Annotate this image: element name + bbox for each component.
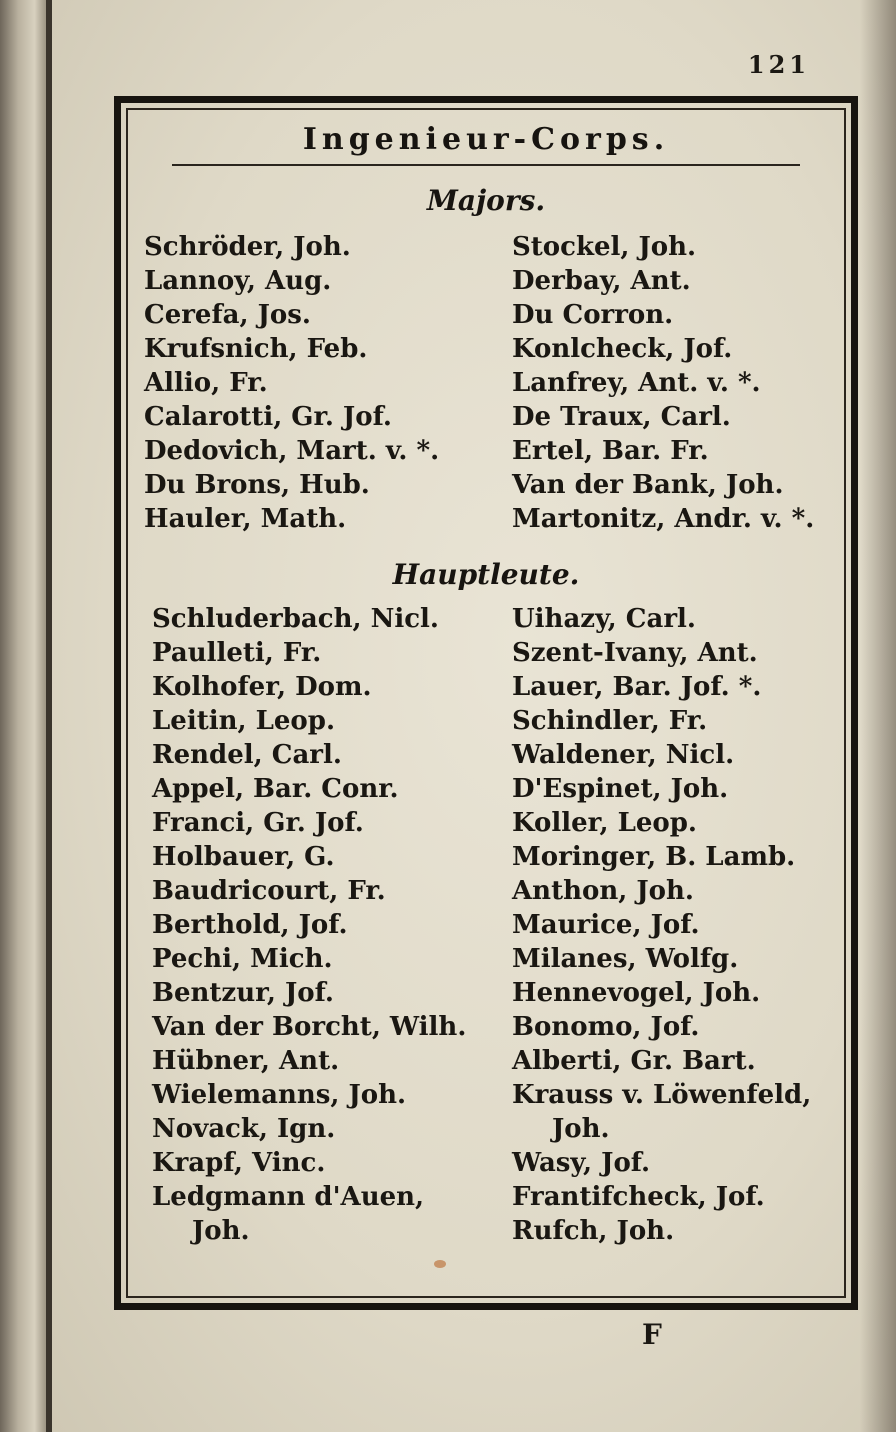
list-item: Kolhofer, Dom.	[152, 672, 372, 702]
list-item: Van der Borcht, Wilh.	[152, 1012, 467, 1042]
list-item: Schröder, Joh.	[144, 232, 351, 262]
list-item: Frantifcheck, Jof.	[512, 1182, 765, 1212]
list-item: Wasy, Jof.	[512, 1148, 651, 1178]
list-item: Dedovich, Mart. v. *.	[144, 436, 440, 466]
majors-right-column	[512, 230, 814, 536]
list-item: Schindler, Fr.	[512, 706, 708, 736]
list-item: Stockel, Joh.	[512, 232, 697, 262]
list-item: Lanfrey, Ant. v. *.	[512, 368, 761, 398]
list-item: Uihazy, Carl.	[512, 604, 696, 634]
list-item: Konlcheck, Jof.	[512, 334, 733, 364]
list-item: Hennevogel, Joh.	[512, 978, 761, 1008]
list-item: Martonitz, Andr. v. *.	[512, 504, 815, 534]
list-item: Waldener, Nicl.	[512, 740, 735, 770]
list-item: Krufsnich, Feb.	[144, 334, 368, 364]
list-item-continuation: Joh.	[552, 1114, 610, 1144]
list-item: Calarotti, Gr. Jof.	[144, 402, 392, 432]
list-item: Franci, Gr. Jof.	[152, 808, 364, 838]
list-item: Krauss v. Löwenfeld,	[512, 1080, 812, 1110]
list-item: Koller, Leop.	[512, 808, 697, 838]
list-item: Anthon, Joh.	[512, 876, 694, 906]
majors-left-column	[144, 230, 439, 536]
list-item: Lannoy, Aug.	[144, 266, 332, 296]
list-item: Baudricourt, Fr.	[152, 876, 386, 906]
signature-mark: F	[642, 1318, 662, 1351]
list-item: Leitin, Leop.	[152, 706, 335, 736]
list-item: Ledgmann d'Auen,	[152, 1182, 425, 1212]
majors-heading: Majors.	[426, 184, 546, 217]
list-item: Wielemanns, Joh.	[152, 1080, 407, 1110]
list-item: Holbauer, G.	[152, 842, 335, 872]
list-item: D'Espinet, Joh.	[512, 774, 729, 804]
list-item: Paulleti, Fr.	[152, 638, 322, 668]
ink-speck	[434, 1260, 446, 1268]
hauptleute-heading: Hauptleute.	[392, 558, 580, 591]
list-item: Moringer, B. Lamb.	[512, 842, 796, 872]
hauptleute-left-column	[152, 602, 466, 1248]
list-item: Pechi, Mich.	[152, 944, 333, 974]
list-item: Hübner, Ant.	[152, 1046, 340, 1076]
list-item: Ertel, Bar. Fr.	[512, 436, 709, 466]
list-item: Bentzur, Jof.	[152, 978, 334, 1008]
hauptleute-right-column	[512, 602, 811, 1248]
title-rule	[172, 164, 800, 166]
list-item: Rendel, Carl.	[152, 740, 342, 770]
list-item-continuation: Joh.	[192, 1216, 250, 1246]
list-item: Schluderbach, Nicl.	[152, 604, 439, 634]
list-item: Alberti, Gr. Bart.	[512, 1046, 756, 1076]
list-frame-inner	[126, 108, 846, 1298]
book-page	[52, 0, 896, 1432]
previous-page-edge	[0, 0, 46, 1432]
list-item: Bonomo, Jof.	[512, 1012, 700, 1042]
list-item: Allio, Fr.	[144, 368, 268, 398]
list-item: Du Corron.	[512, 300, 674, 330]
page-number: 121	[747, 50, 810, 79]
page-edge-shadow	[860, 0, 896, 1432]
list-item: Rufch, Joh.	[512, 1216, 675, 1246]
list-item: Berthold, Jof.	[152, 910, 348, 940]
list-item: Szent-Ivany, Ant.	[512, 638, 758, 668]
list-item: Novack, Ign.	[152, 1114, 336, 1144]
list-frame	[114, 96, 858, 1310]
list-item: De Traux, Carl.	[512, 402, 731, 432]
list-item: Lauer, Bar. Jof. *.	[512, 672, 762, 702]
list-item: Hauler, Math.	[144, 504, 347, 534]
page-title: Ingenieur-Corps.	[302, 122, 670, 157]
list-item: Cerefa, Jos.	[144, 300, 311, 330]
list-item: Milanes, Wolfg.	[512, 944, 739, 974]
list-item: Maurice, Jof.	[512, 910, 700, 940]
list-item: Appel, Bar. Conr.	[152, 774, 399, 804]
list-item: Derbay, Ant.	[512, 266, 691, 296]
list-item: Van der Bank, Joh.	[512, 470, 784, 500]
list-item: Du Brons, Hub.	[144, 470, 370, 500]
list-item: Krapf, Vinc.	[152, 1148, 326, 1178]
